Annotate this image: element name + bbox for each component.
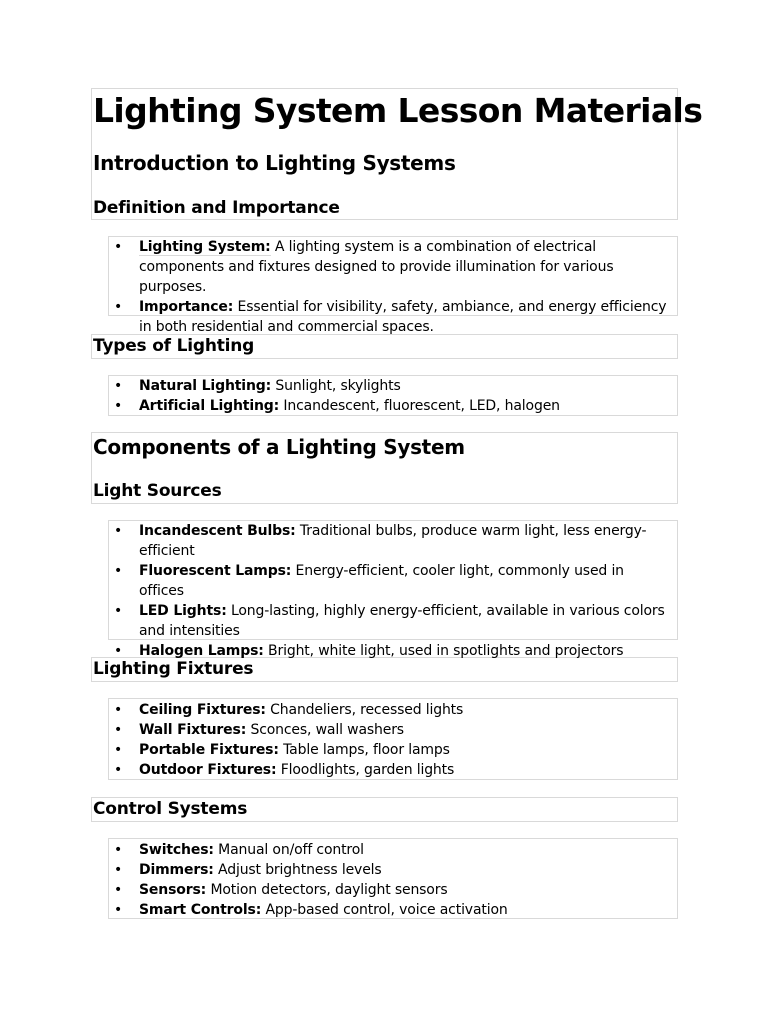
list-item xyxy=(108,641,677,661)
components-heading: Components of a Lighting System xyxy=(93,435,465,459)
item-term: Lighting System: xyxy=(139,239,271,255)
bullet-icon: • xyxy=(114,563,123,579)
bullet-icon: • xyxy=(114,842,123,858)
item-text: Bright, white light, used in spotlights and projectors xyxy=(263,643,624,659)
item-term: Fluorescent Lamps: xyxy=(139,563,292,579)
controls-list xyxy=(108,840,677,920)
bullet-icon: • xyxy=(114,762,123,778)
item-text: Incandescent, fluorescent, LED, halogen xyxy=(279,398,560,414)
item-text: Sunlight, skylights xyxy=(271,378,401,394)
item-text: Traditional bulbs, produce warm light, less energy-efficient xyxy=(139,523,647,559)
item-term: Incandescent Bulbs: xyxy=(139,523,296,539)
bullet-icon: • xyxy=(114,378,123,394)
item-text: App-based control, voice activation xyxy=(261,902,508,918)
bullet-icon: • xyxy=(114,882,123,898)
item-term: Smart Controls: xyxy=(139,902,262,918)
item-term: Importance: xyxy=(139,299,234,315)
page-title: Lighting System Lesson Materials xyxy=(93,91,703,130)
item-term: LED Lights: xyxy=(139,603,227,619)
list-item xyxy=(108,740,677,760)
bullet-icon: • xyxy=(114,239,123,255)
item-term: Dimmers: xyxy=(139,862,214,878)
list-item xyxy=(108,297,677,337)
bullet-icon: • xyxy=(114,523,123,539)
item-text: Long-lasting, highly energy-efficient, available in various colors and intensities xyxy=(139,603,665,639)
sources-list xyxy=(108,521,677,661)
list-item xyxy=(108,521,677,561)
list-item xyxy=(108,376,677,396)
item-term: Ceiling Fixtures: xyxy=(139,702,266,718)
intro-heading: Introduction to Lighting Systems xyxy=(93,151,456,175)
bullet-icon: • xyxy=(114,603,123,619)
item-term: Portable Fixtures: xyxy=(139,742,279,758)
bullet-icon: • xyxy=(114,742,123,758)
list-item xyxy=(108,396,677,416)
bullet-icon: • xyxy=(114,702,123,718)
bullet-icon: • xyxy=(114,643,123,659)
list-item xyxy=(108,561,677,601)
item-text: Adjust brightness levels xyxy=(213,862,382,878)
list-item xyxy=(108,840,677,860)
item-text: Motion detectors, daylight sensors xyxy=(206,882,448,898)
item-term: Wall Fixtures: xyxy=(139,722,247,738)
list-item xyxy=(108,880,677,900)
definition-heading: Definition and Importance xyxy=(93,198,340,218)
list-item xyxy=(108,237,677,297)
fixtures-list xyxy=(108,700,677,780)
types-list xyxy=(108,376,677,416)
item-text: Chandeliers, recessed lights xyxy=(265,702,464,718)
fixtures-heading: Lighting Fixtures xyxy=(93,659,254,679)
bullet-icon: • xyxy=(114,299,123,315)
list-item xyxy=(108,860,677,880)
definition-list xyxy=(108,237,677,337)
list-item xyxy=(108,900,677,920)
item-term: Artificial Lighting: xyxy=(139,398,280,414)
list-item xyxy=(108,700,677,720)
item-term: Halogen Lamps: xyxy=(139,643,264,659)
item-text: Essential for visibility, safety, ambiance, and energy efficiency in both residential and commercial spaces. xyxy=(139,299,667,335)
item-text: Floodlights, garden lights xyxy=(276,762,455,778)
item-text: Energy-efficient, cooler light, commonly used in offices xyxy=(139,563,624,599)
bullet-icon: • xyxy=(114,722,123,738)
types-heading: Types of Lighting xyxy=(93,336,255,356)
sources-heading: Light Sources xyxy=(93,481,222,501)
list-item xyxy=(108,720,677,740)
bullet-icon: • xyxy=(114,862,123,878)
item-text: Manual on/off control xyxy=(213,842,364,858)
bullet-icon: • xyxy=(114,398,123,414)
list-item xyxy=(108,601,677,641)
item-text: Sconces, wall washers xyxy=(246,722,404,738)
item-term: Natural Lighting: xyxy=(139,378,272,394)
item-text: A lighting system is a combination of electrical components and fixtures designed to provide illumination for various purposes. xyxy=(139,239,614,295)
item-term: Sensors: xyxy=(139,882,207,898)
list-item xyxy=(108,760,677,780)
item-term: Switches: xyxy=(139,842,214,858)
item-text: Table lamps, floor lamps xyxy=(278,742,450,758)
bullet-icon: • xyxy=(114,902,123,918)
item-term: Outdoor Fixtures: xyxy=(139,762,277,778)
controls-heading: Control Systems xyxy=(93,799,248,819)
